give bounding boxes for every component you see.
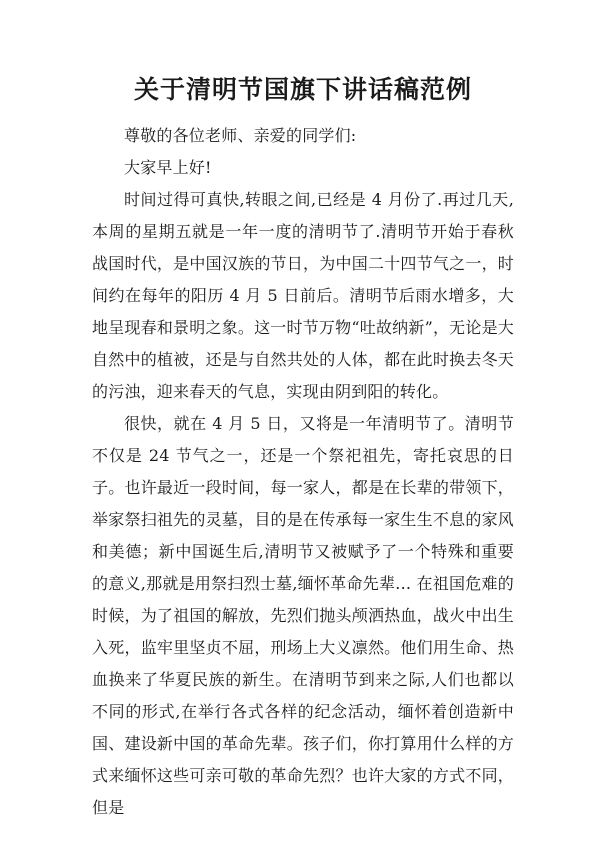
greeting-line: 大家早上好! (124, 158, 212, 177)
body-paragraph-2: 很快，就在 4 月 5 日，又将是一年清明节了。清明节不仅是 24 节气之一，还是一个祭祀祖先，寄托哀思的日子。也许最近一段时间，每一家人，都是在长辈的带领下，举家祭扫祖先的灵墓，目的是在传承每一家生生不息的家风和美德；新中国诞生后,清明节又被赋予了一个特殊和重要的意义,那就是用祭扫烈士墓,缅怀革命先辈... 在祖国危难的时候，为了祖国的解放，先烈们抛头颅洒热血，战火中出生入死，监牢里坚贞不屈，刑场上大义凛然。他们用生命、热血换来了华夏民族的新生。在清明节到来之际,人们也都以不同的形式,在举行各式各样的纪念活动，缅怀着创造新中国、建设新中国的革命先辈。孩子们，你打算用什么样的方式来缅怀这些可亲可敬的革命先烈？也许大家的方式不同，但是 (92, 414, 514, 817)
salutation-line: 尊敬的各位老师、亲爱的同学们: (124, 126, 357, 145)
document-title: 关于清明节国旗下讲话稿范例 (133, 75, 472, 104)
body-paragraph-1: 时间过得可真快,转眼之间,已经是 4 月份了.再过几天,本周的星期五就是一年一度的清明节了.清明节开始于春秋战国时代，是中国汉族的节日，为中国二十四节气之一，时间约在每年的阳历 4 月 5 日前后。清明节后雨水增多，大地呈现春和景明之象。这一时节万物“吐故纳新”，无论是大自然中的植被，还是与自然共处的人体，都在此时换去冬天的污浊，迎来春天的气息，实现由阴到阳的转化。 (92, 190, 514, 401)
